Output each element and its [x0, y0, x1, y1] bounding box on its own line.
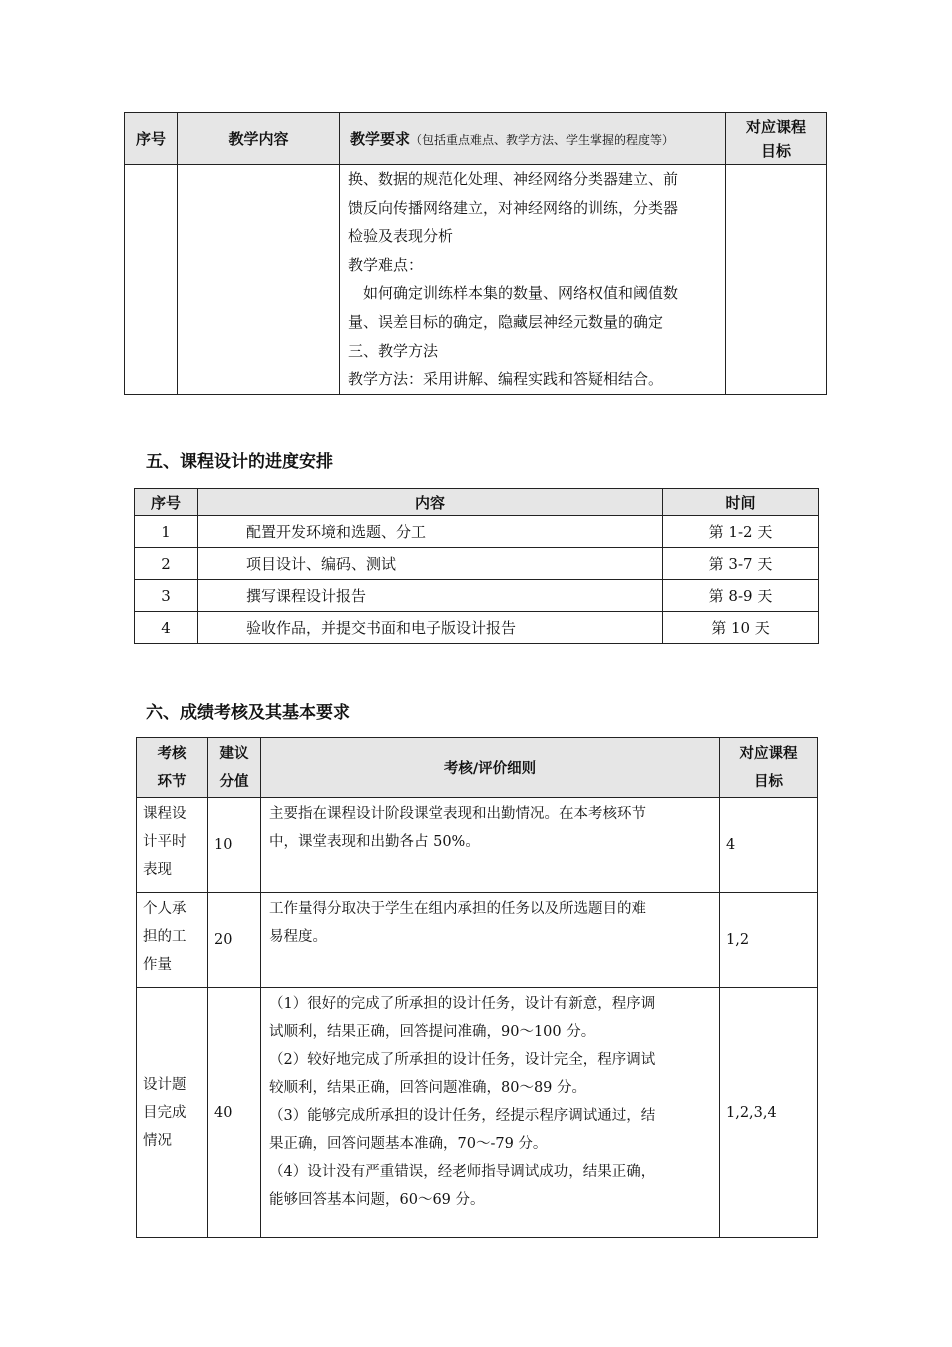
- stage-line: 设计题: [143, 1076, 187, 1093]
- schedule-seq: 4: [135, 612, 198, 644]
- stage-line: 担的工: [143, 929, 187, 945]
- stage-line: 个人承: [143, 901, 187, 917]
- header-target-line2: 目标: [754, 773, 783, 790]
- rules-line: 果正确，回答问题基本准确，70～-79 分。: [269, 1136, 548, 1152]
- assessment-table: [136, 737, 818, 1238]
- header-requirements-note: （包括重点难点、教学方法、学生掌握的程度等）: [410, 133, 675, 147]
- assessment-score: 40: [208, 988, 261, 1238]
- req-line: 量、误差目标的确定，隐藏层神经元数量的确定: [348, 312, 664, 331]
- assessment-rules: [261, 893, 720, 988]
- stage-line: 课程设: [143, 806, 187, 822]
- assessment-header-score: [208, 738, 261, 798]
- header-target-line2: 目标: [760, 141, 791, 160]
- rules-line: 能够回答基本问题，60～69 分。: [269, 1192, 485, 1208]
- table-row: [137, 893, 818, 988]
- stage-line: 目完成: [143, 1104, 187, 1121]
- section-5-title: 五、课程设计的进度安排: [146, 452, 333, 472]
- assessment-rules: [261, 988, 720, 1238]
- header-seq: 序号: [125, 113, 178, 165]
- assessment-header-target: [720, 738, 818, 798]
- assessment-score: 20: [208, 893, 261, 988]
- req-line: 检验及表现分析: [348, 227, 454, 246]
- header-target-line1: 对应课程: [745, 117, 806, 136]
- header-content: 教学内容: [178, 113, 340, 165]
- rules-line: （4）设计没有严重错误，经老师指导调试成功，结果正确，: [269, 1164, 656, 1180]
- schedule-header-time: 时间: [663, 489, 819, 516]
- rules-line: 中，课堂表现和出勤各占 50%。: [269, 834, 480, 850]
- req-line: 教学难点：: [348, 255, 424, 274]
- rules-line: 试顺利，结果正确，回答提问准确，90～100 分。: [269, 1024, 596, 1040]
- stage-line: 表现: [143, 862, 172, 878]
- schedule-header-seq: 序号: [135, 489, 198, 516]
- table-row: [137, 988, 818, 1238]
- seq-cell: [125, 165, 178, 395]
- table-row: [137, 798, 818, 893]
- rules-line: 主要指在课程设计阶段课堂表现和出勤情况。在本考核环节: [269, 806, 646, 822]
- stage-line: 作量: [143, 957, 172, 973]
- schedule-seq: 1: [135, 516, 198, 548]
- header-stage-line1: 考核: [157, 745, 187, 762]
- req-line: 馈反向传播网络建立，对神经网络的训练，分类器: [348, 198, 679, 217]
- table-row: [135, 612, 819, 644]
- req-line: 教学方法：采用讲解、编程实践和答疑相结合。: [348, 370, 664, 389]
- content-cell: [178, 165, 340, 395]
- rules-line: （1）很好的完成了所承担的设计任务，设计有新意，程序调: [269, 996, 656, 1012]
- section-6-title: 六、成绩考核及其基本要求: [146, 703, 350, 723]
- assessment-target: 1,2,3,4: [720, 988, 818, 1238]
- rules-line: 易程度。: [269, 929, 327, 945]
- schedule-content: 撰写课程设计报告: [198, 580, 663, 612]
- table-row: [135, 516, 819, 548]
- schedule-time: 第 1-2 天: [663, 516, 819, 548]
- schedule-header-content: 内容: [198, 489, 663, 516]
- assessment-score: 10: [208, 798, 261, 893]
- table-row: [135, 580, 819, 612]
- table-row: [135, 548, 819, 580]
- schedule-time: 第 8-9 天: [663, 580, 819, 612]
- schedule-seq: 3: [135, 580, 198, 612]
- assessment-header-rules: 考核/评价细则: [261, 738, 720, 798]
- header-target-line1: 对应课程: [739, 745, 798, 762]
- assessment-header-stage: [137, 738, 208, 798]
- schedule-content: 验收作品，并提交书面和电子版设计报告: [198, 612, 663, 644]
- header-target: [726, 113, 827, 165]
- req-line: 换、数据的规范化处理、神经网络分类器建立、前: [348, 170, 679, 188]
- stage-line: 计平时: [143, 834, 187, 850]
- assessment-stage: [137, 893, 208, 988]
- rules-line: 工作量得分取决于学生在组内承担的任务以及所选题目的难: [269, 901, 646, 917]
- schedule-table: [134, 488, 819, 644]
- schedule-seq: 2: [135, 548, 198, 580]
- rules-line: 较顺利，结果正确，回答问题准确，80～89 分。: [269, 1080, 587, 1096]
- header-score-line2: 分值: [219, 773, 249, 790]
- stage-line: 情况: [143, 1132, 172, 1149]
- schedule-content: 配置开发环境和选题、分工: [198, 516, 663, 548]
- assessment-stage: [137, 988, 208, 1238]
- header-score-line1: 建议: [219, 745, 249, 762]
- schedule-time: 第 10 天: [663, 612, 819, 644]
- header-requirements-main: 教学要求: [350, 130, 411, 148]
- assessment-stage: [137, 798, 208, 893]
- assessment-target: 4: [720, 798, 818, 893]
- assessment-target: 1,2: [720, 893, 818, 988]
- rules-line: （3）能够完成所承担的设计任务，经提示程序调试通过，结: [269, 1108, 656, 1124]
- teaching-requirements-table: [124, 112, 827, 395]
- assessment-rules: [261, 798, 720, 893]
- requirements-cell: [340, 165, 726, 395]
- rules-line: （2）较好地完成了所承担的设计任务，设计完全，程序调试: [269, 1052, 656, 1068]
- header-requirements: [340, 113, 726, 165]
- schedule-content: 项目设计、编码、测试: [198, 548, 663, 580]
- header-stage-line2: 环节: [157, 773, 187, 790]
- req-line: 三、教学方法: [348, 341, 439, 360]
- req-line: 如何确定训练样本集的数量、网络权值和阈值数: [348, 284, 679, 303]
- target-cell: [726, 165, 827, 395]
- schedule-time: 第 3-7 天: [663, 548, 819, 580]
